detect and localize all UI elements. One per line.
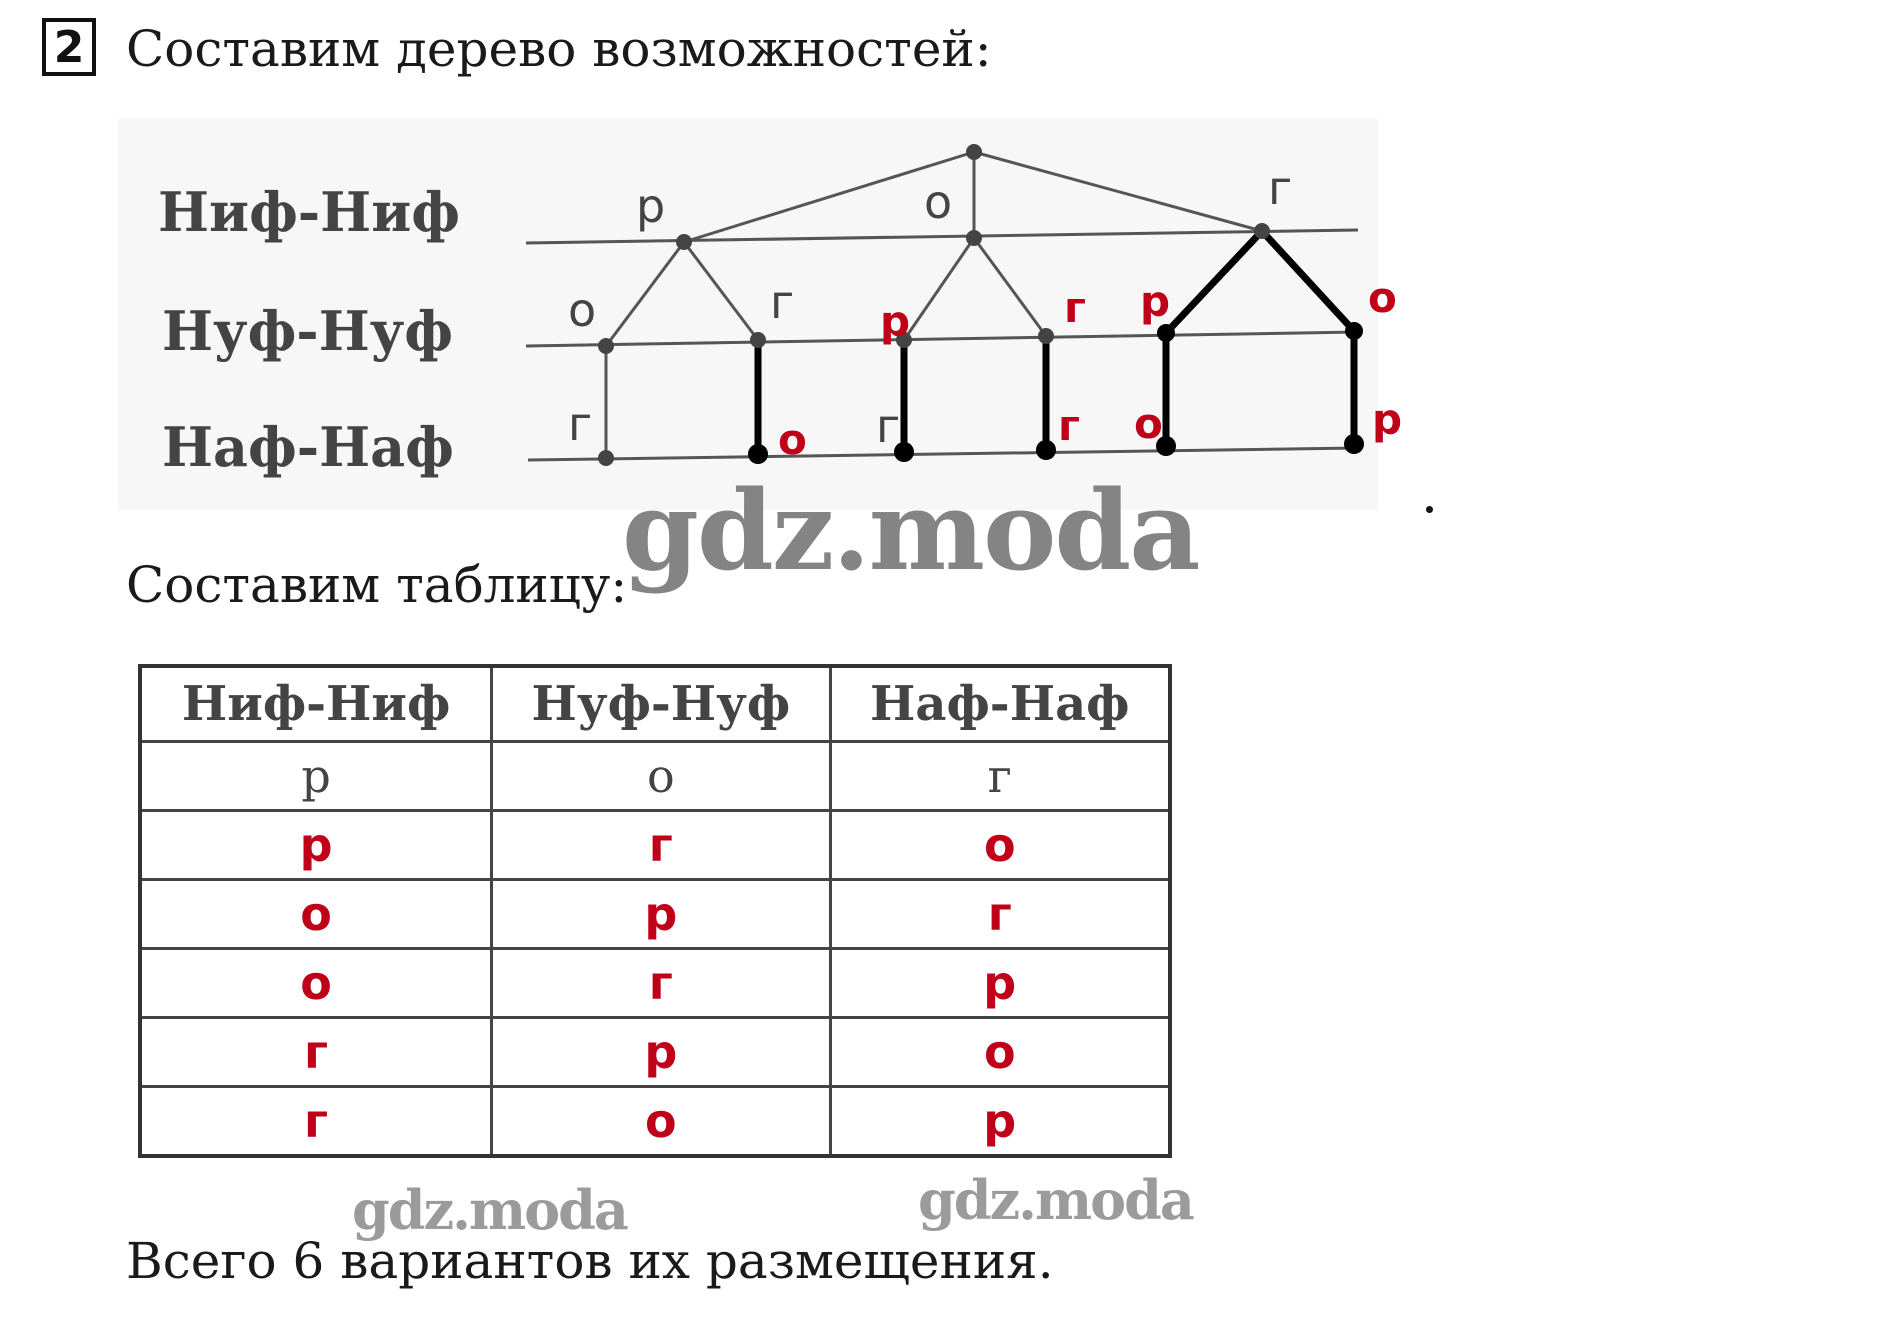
arrangements-table	[138, 664, 1172, 1158]
tree-level-label: Ниф-Ниф	[158, 180, 460, 244]
table-title: Составим таблицу:	[126, 556, 628, 614]
column-header: Наф-Наф	[830, 666, 1170, 742]
table-cell: г	[492, 811, 830, 880]
tree-edge	[606, 242, 684, 346]
table-row	[140, 949, 1170, 1018]
table-row	[140, 742, 1170, 811]
table-cell: о	[492, 742, 830, 811]
tree-node	[1345, 322, 1363, 340]
period-mark	[1426, 506, 1433, 513]
tree-node	[1038, 328, 1054, 344]
table-cell: р	[140, 742, 492, 811]
tree-node	[598, 338, 614, 354]
watermark: gdz.moda	[918, 1168, 1193, 1232]
table-cell: о	[830, 811, 1170, 880]
watermark: gdz.moda	[352, 1178, 627, 1242]
tree-node	[598, 450, 614, 466]
tree-node-label: о	[568, 283, 597, 337]
tree-node-label-red: р	[1140, 277, 1171, 326]
tree-node	[966, 144, 982, 160]
tree-edge	[684, 242, 758, 340]
tree-node-label-red: р	[1372, 395, 1403, 444]
tree-node-label: г	[568, 397, 593, 451]
tree-node-label-red: о	[778, 415, 807, 464]
tree-node-label: о	[924, 175, 953, 229]
tree-node-label: г	[770, 275, 795, 329]
possibility-tree	[118, 118, 1403, 510]
table-cell: о	[830, 1018, 1170, 1087]
tree-node-label-red: о	[1368, 273, 1397, 322]
tree-level-label: Нуф-Нуф	[162, 299, 453, 363]
table-cell: р	[492, 880, 830, 949]
tree-node-label-red: г	[1058, 401, 1080, 450]
table-row	[140, 1087, 1170, 1157]
tree-edge-bold	[1262, 231, 1354, 331]
tree-level-label: Наф-Наф	[162, 415, 454, 479]
tree-node-label: г	[1268, 161, 1293, 215]
tree-node	[750, 332, 766, 348]
table-header-row	[140, 666, 1170, 742]
task-number: 2	[42, 18, 96, 76]
table-cell: р	[830, 1087, 1170, 1157]
tree-node	[1157, 324, 1175, 342]
table-cell: о	[140, 949, 492, 1018]
level-line	[528, 448, 1358, 460]
watermark: gdz.moda	[622, 466, 1199, 595]
table-cell: р	[830, 949, 1170, 1018]
tree-edge	[904, 238, 974, 340]
tree-node	[748, 444, 768, 464]
table-cell: г	[492, 949, 830, 1018]
tree-node-label: р	[636, 179, 666, 233]
tree-edge	[974, 238, 1046, 336]
table-cell: г	[140, 1018, 492, 1087]
table-cell: о	[492, 1087, 830, 1157]
table-cell: г	[830, 742, 1170, 811]
tree-node-label-red: г	[1064, 283, 1086, 332]
table-row	[140, 880, 1170, 949]
table-cell: р	[140, 811, 492, 880]
tree-node	[1036, 440, 1056, 460]
table-row	[140, 1018, 1170, 1087]
table-cell: о	[140, 880, 492, 949]
tree-diagram	[118, 118, 1403, 510]
table-cell: р	[492, 1018, 830, 1087]
tree-node	[1344, 434, 1364, 454]
tree-node-label-red: о	[1134, 399, 1163, 448]
tree-edge-bold	[1166, 231, 1262, 333]
column-header: Ниф-Ниф	[140, 666, 492, 742]
tree-node	[966, 230, 982, 246]
table-cell: г	[830, 880, 1170, 949]
tree-node	[1254, 223, 1270, 239]
task-title: Составим дерево возможностей:	[126, 20, 992, 78]
tree-node-label-red: р	[880, 297, 911, 346]
column-header: Нуф-Нуф	[492, 666, 830, 742]
tree-node	[676, 234, 692, 250]
tree-edge	[974, 152, 1262, 231]
table-row	[140, 811, 1170, 880]
table-cell: г	[140, 1087, 492, 1157]
conclusion-text: Всего 6 вариантов их размещения.	[126, 1232, 1054, 1290]
tree-node-label: г	[876, 399, 901, 453]
level-line	[526, 332, 1358, 346]
